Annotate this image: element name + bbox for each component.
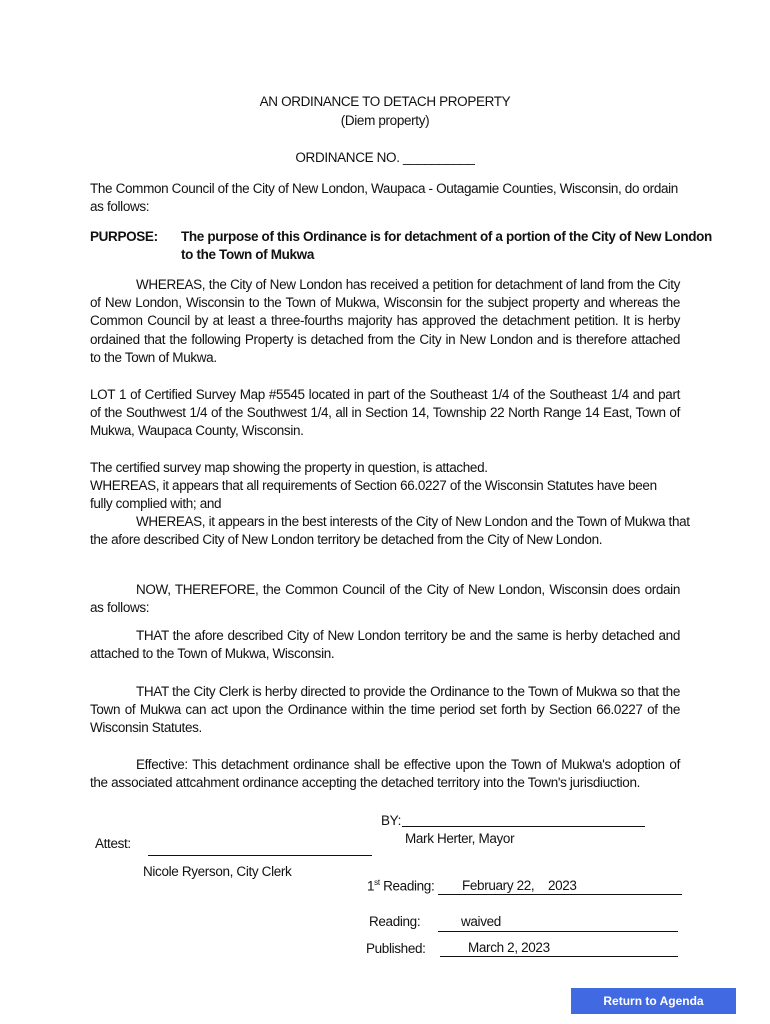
whereas-paragraph-1: WHEREAS, the City of New London has received a petition for detachment of land from the City of New London, Wisconsin to the Town of Mukwa, Wisconsin for the subject property and whereas the Common Council by at least a three-fourths majority has approved the detachment petition. It is herby ordained that the following Property is detached from the City in New London and is therefore attached to the Town of Mukwa. — [90, 277, 680, 365]
ordinance-subtitle: (Diem property) — [340, 113, 430, 128]
mayor-signature-line — [402, 826, 645, 827]
whereas-paragraph-2: WHEREAS, it appears that all requirements of Section 66.0227 of the Wisconsin Statutes have been fully complied with; and — [90, 478, 657, 512]
ordinance-title: AN ORDINANCE TO DETACH PROPERTY — [259, 94, 511, 109]
purpose-text-line2: to the Town of Mukwa — [181, 247, 314, 262]
purpose-text-line1: The purpose of this Ordinance is for detachment of a portion of the City of New London — [181, 229, 712, 244]
reading-value: waived — [461, 914, 501, 929]
reading-label: Reading: — [369, 914, 421, 929]
ordinance-number: ORDINANCE NO. __________ — [295, 150, 475, 165]
return-to-agenda-button[interactable]: Return to Agenda — [571, 988, 736, 1014]
whereas-paragraph-3-rest: the afore described City of New London territory be detached from the City of New London. — [90, 532, 603, 547]
purpose-label: PURPOSE: — [90, 229, 158, 244]
first-reading-line — [438, 894, 682, 895]
first-reading-date: February 22, 2023 — [462, 878, 577, 893]
whereas-paragraph-3-first-line: WHEREAS, it appears in the best interests of the City of New London and the Town of Mukwa that — [136, 514, 690, 529]
attest-label: Attest: — [95, 836, 131, 851]
now-therefore-paragraph: NOW, THEREFORE, the Common Council of the City of New London, Wisconsin does ordain as follows: — [90, 582, 680, 616]
that-paragraph-2: THAT the City Clerk is herby directed to provide the Ordinance to the Town of Mukwa so that the Town of Mukwa can act upon the Ordinance within the time period set forth by Section 66.0227 of the Wisconsin Statutes. — [90, 684, 680, 736]
clerk-name: Nicole Ryerson, City Clerk — [143, 864, 292, 879]
effective-paragraph: Effective: This detachment ordinance shall be effective upon the Town of Mukwa's adoption of the associated attcahment ordinance accepting the detached territory into the Town's jurisdiuction. — [90, 757, 680, 791]
survey-map-note: The certified survey map showing the property in question, is attached. — [90, 460, 488, 475]
published-date: March 2, 2023 — [468, 940, 550, 955]
first-reading-label: 1st Reading: — [367, 878, 435, 894]
that-paragraph-1: THAT the afore described City of New London territory be and the same is herby detached and attached to the Town of Mukwa, Wisconsin. — [90, 628, 680, 662]
published-line — [440, 956, 678, 957]
published-label: Published: — [366, 941, 426, 956]
mayor-name: Mark Herter, Mayor — [405, 831, 515, 846]
reading-line — [438, 931, 678, 932]
intro-paragraph: The Common Council of the City of New London, Waupaca - Outagamie Counties, Wisconsin, do ordain as follows: — [90, 181, 678, 215]
clerk-signature-line — [148, 855, 372, 856]
lot-description: LOT 1 of Certified Survey Map #5545 located in part of the Southeast 1/4 of the Southeast 1/4 and part of the Southwest 1/4 of the Southwest 1/4, all in Section 14, Township 22 North Range 14 East, Town of Mukwa, Waupaca County, Wisconsin. — [90, 387, 680, 439]
by-label: BY: — [381, 813, 401, 828]
